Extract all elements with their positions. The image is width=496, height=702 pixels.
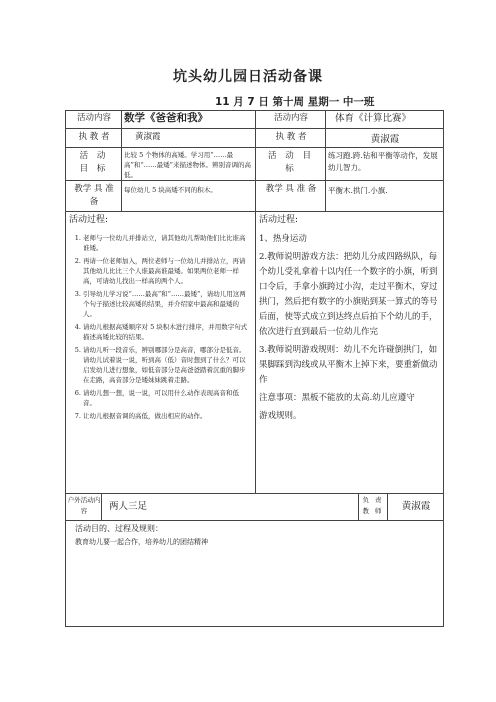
process-paragraph: 游戏规则。 (259, 411, 302, 421)
left-content-value: 数学《爸爸和我》 (124, 112, 208, 124)
left-prep-text: 每位幼儿 5 块高矮不同的积木。 (124, 186, 217, 194)
responsible-teacher-name: 黄淑霞 (401, 501, 431, 512)
process-paragraph: 3.教师说明游戏规则：幼儿不允许碰倒拱门，如果脚踩到沟线或从平衡木上掉下来，要重新做动作 (259, 345, 438, 385)
column-divider (358, 493, 359, 520)
column-divider (325, 110, 326, 211)
process-step: 3. 引导幼儿学习说“……最高”和“……最矮”，请幼儿用这两个句子描述比较高矮的结果，并介绍家中最高和最矮的人。 (83, 289, 251, 319)
right-process-body (259, 232, 441, 427)
table-border-bottom (65, 626, 444, 627)
left-content-label: 活动内容 (76, 113, 111, 123)
table-border-left (65, 110, 66, 627)
right-content-label: 活动内容 (273, 113, 308, 123)
row-divider (65, 520, 444, 521)
process-step: 6. 请幼儿想一想，说一说，可以用什么动作表现高音和低音。 (83, 388, 251, 408)
left-process-steps (69, 233, 251, 424)
right-teacher-label: 执 教 者 (275, 132, 307, 142)
right-content-value: 体育《计算比赛》 (335, 113, 412, 124)
process-step: 4. 请幼儿根据高矮顺序对 5 块积木进行排序，并用数字句式描述高矮比较的结果。 (83, 322, 251, 342)
outdoor-label: 户外活动内容 (67, 496, 101, 515)
process-step: 5. 请幼儿听一段音乐，辨别哪部分是高音，哪部分是低音。请幼儿试着说一说，听到高（低）音时想到了什么？可以启发幼儿进行想象，如低音部分是高爸爸踏着沉重的脚步在走路，高音部分是矮妹妹跳着走路。 (83, 345, 251, 385)
process-step: 1. 老师与一位幼儿并排站立，请其他幼儿帮助他们比比谁高谁矮。 (83, 233, 251, 253)
right-prep-label: 教学 具 准 备 (265, 184, 317, 194)
right-process-title: 活动过程: (259, 215, 299, 225)
outdoor-value: 两人三足 (109, 501, 148, 512)
left-goal-label: 活 动 目 标 (79, 151, 109, 174)
lesson-plan-table (65, 110, 444, 627)
left-teacher-label: 执 教 者 (78, 132, 110, 142)
summary-label: 活动目的、过程及规则： (75, 524, 163, 533)
table-border-right (443, 110, 444, 627)
column-divider (101, 493, 102, 520)
left-process-title: 活动过程: (69, 215, 109, 225)
right-teacher-name: 黄淑霞 (370, 134, 400, 145)
summary-text: 教育幼儿要一起合作，培养幼儿的团结精神 (75, 538, 208, 546)
process-step: 2. 再请一位老师加入，两位老师与一位幼儿并排站立，再请其他幼儿比比三个人谁最高谁最矮。如果两位老师一样高，可请幼儿找出一样高的两个人。 (83, 256, 251, 286)
right-goal-text: 练习跑.跨.钻和平衡等动作，发展幼儿智力。 (328, 151, 438, 172)
left-teacher-name: 黄淑霞 (135, 132, 161, 142)
document-subtitle: 11 月 7 日 第十周 星期一 中一班 (215, 96, 375, 108)
process-step: 7. 让幼儿根据音调的高低，做出相应的动作。 (83, 411, 251, 421)
right-goal-label: 活 动 目 标 (268, 151, 314, 174)
left-goal-text: 比较 5 个物体的高矮。学习用“……最高”和“……最矮”来描述物体。辨别音调的高低。 (124, 151, 251, 179)
column-divider (121, 110, 122, 211)
process-paragraph: 1、热身运动 (259, 234, 307, 244)
document-title: 坑头幼儿园日活动备课 (173, 69, 323, 85)
left-prep-label: 教学 具 准 备 (74, 184, 114, 207)
process-paragraph: 2.教师说明游戏方法：把幼儿分成四路纵队，每个幼儿受礼拿着十以内任一个数字的小旗，听到口令后，手拿小旗跨过小沟，走过平衡木，穿过拱门，然后把有数字的小旗贴到某一算式的等号后面，使等式成立到达终点后拍下个幼儿的手，依次进行直到最后一位幼儿作完 (259, 252, 438, 337)
process-paragraph: 注意事项：黑板不能放的太高.幼儿应遵守 (259, 393, 415, 403)
responsible-teacher-label: 负 责 教 师 (362, 496, 384, 515)
column-divider (387, 493, 388, 520)
column-divider-center (255, 110, 256, 493)
right-prep-text: 平衡木.拱门.小旗. (328, 186, 388, 195)
